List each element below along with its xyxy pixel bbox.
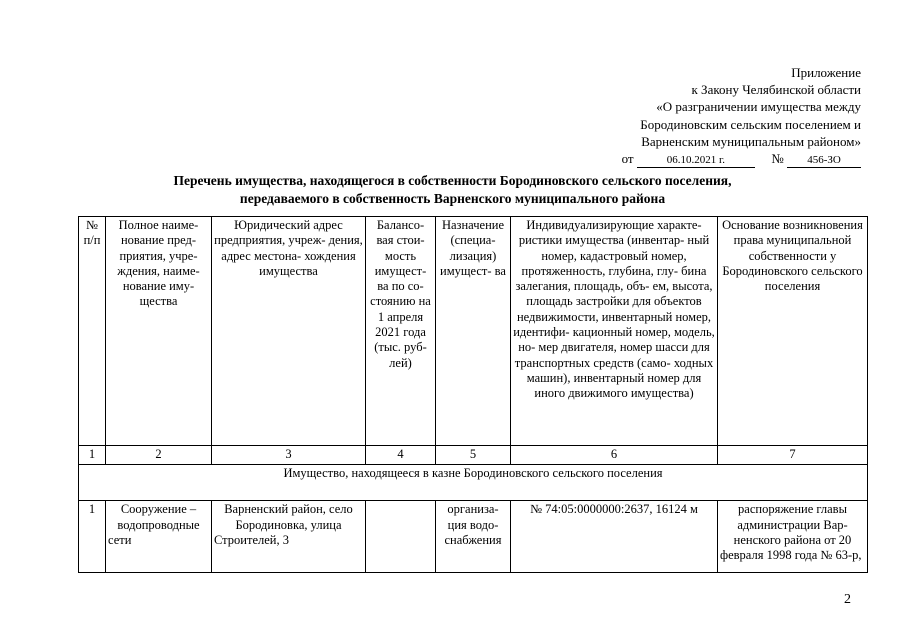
header-cell-basis: Основание возникновения права муниципальной собственности у Бородиновского сельского поселения (718, 217, 868, 446)
row-balance (366, 501, 436, 573)
from-label: от (621, 151, 634, 167)
column-number: 6 (511, 446, 718, 465)
header-cell-characteristics: Индивидуализирующие характе- ристики имущества (инвентар- ный номер, кадастровый номер, протяженность, глубина, глу- бина залегания, площадь, объ- ем, высота, площадь застройки для объектов недвижимости, инвентарный номер, идентифи- кационный номер, модель, но- мер двигателя, номер шасси для транспортных средств (само- ходных машин), инвентарный номер для иного движимого имущества) (511, 217, 718, 446)
appendix-line: к Закону Челябинской области (691, 82, 861, 98)
column-number: 7 (718, 446, 868, 465)
table-header-row (79, 217, 868, 446)
appendix-line: Бородиновским сельским поселением и (640, 116, 861, 132)
property-table (78, 216, 868, 573)
column-number: 2 (106, 446, 212, 465)
header-cell-balance: Балансо- вая стои- мость имущест- ва по со- стоянию на 1 апреля 2021 года (тыс. руб- лей) (366, 217, 436, 446)
column-number: 1 (79, 446, 106, 465)
appendix-date-line (622, 150, 861, 168)
section-title: Имущество, находящееся в казне Бородиновского сельского поселения (79, 465, 868, 501)
column-number: 3 (212, 446, 366, 465)
number-label: № (771, 151, 784, 167)
appendix-line: Приложение (791, 65, 861, 80)
section-row (79, 465, 868, 501)
header-cell-number: № п/п (79, 217, 106, 446)
appendix-line: Варненским муниципальным районом» (641, 133, 861, 149)
law-number: 456-ЗО (787, 154, 861, 168)
column-number: 4 (366, 446, 436, 465)
page-number: 2 (844, 592, 851, 607)
row-name: Сооружение – водопроводные сети (106, 501, 212, 573)
title-line-1: Перечень имущества, находящегося в собственности Бородиновского сельского поселения, (173, 173, 732, 188)
document-title (0, 172, 905, 207)
row-characteristics: № 74:05:0000000:2637, 16124 м (511, 501, 718, 573)
row-purpose: организа- ция водо- снабжения (436, 501, 511, 573)
title-line-2: передаваемого в собственность Варненского муниципального района (239, 190, 666, 206)
header-cell-purpose: Назначение (специа- лизация) имущест- ва (436, 217, 511, 446)
column-number-row (79, 446, 868, 465)
row-number: 1 (79, 501, 106, 573)
appendix-line: «О разграничении имущества между (656, 99, 861, 115)
law-date: 06.10.2021 г. (637, 154, 755, 168)
header-cell-name: Полное наиме- нование пред- приятия, учре- ждения, наиме- нование иму- щества (106, 217, 212, 446)
appendix-block (622, 64, 861, 168)
row-address: Варненский район, село Бородиновка, улица Строителей, 3 (212, 501, 366, 573)
table-row (79, 501, 868, 573)
row-basis: распоряжение главы администрации Вар- ненского района от 20 февраля 1998 года № 63-р, (718, 501, 868, 573)
header-cell-address: Юридический адрес предприятия, учреж- дения, адрес местона- хождения имущества (212, 217, 366, 446)
column-number: 5 (436, 446, 511, 465)
